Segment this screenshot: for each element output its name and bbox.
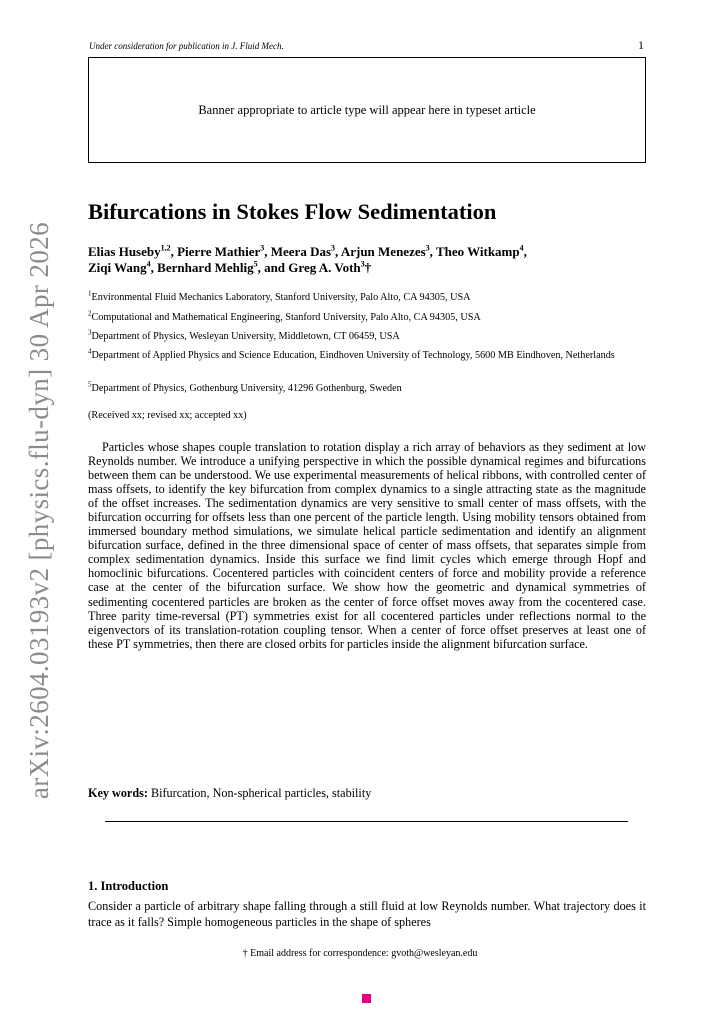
- keywords-text: Bifurcation, Non-spherical particles, stability: [150, 786, 372, 800]
- author: Bernhard Mehlig$^5$, and: [157, 259, 289, 275]
- received-dates: (Received xx; revised xx; accepted xx): [88, 410, 247, 421]
- abstract: Particles whose shapes couple translation to rotation display a rich array of behaviors as they sediment at low Reynolds number. We introduce a unifying perspective in which the possible dynamical regimes and bifurcations between them can be understood. We use experimental measurements of helical ribbons, with controlled center of mass offsets, to identify the key bifurcation from complex dynamics to a single attracting state as the magnitude of the offset increases. The sedimentation dynamics are very sensitive to small center of mass offsets, with the bifurcation occurring for offsets less than one percent of the particle length. Using mobility tensors obtained from immersed boundary method simulations, we simulate helical particle sedimentation and identify an alignment bifurcation surface, defined in the three dimensional space of center of mass offsets, that separates simple from complex sedimentation dynamics. Inside this surface we find limit cycles which emerge through Hopf and homoclinic bifurcations. Cocentered particles with coincident centers of force and mobility provide a reference case at the center of the bifurcation surface. We show how the geometric and dynamical symmetries of sedimenting cocentered particles are broken as the center of force offset moves away from the cocentered case. Three parity time-reversal (PT) symmetries exist for all cocentered particles under reflections normal to the eigenvectors of its translation-rotation coupling tensor. When a center of force offset preserves at least one of these PT symmetries, then there are closed orbits for particles inside the alignment bifurcation surface.: [88, 440, 646, 651]
- running-head: Under consideration for publication in J. Fluid Mech.: [89, 41, 284, 51]
- banner-text: Banner appropriate to article type will appear here in typeset article: [198, 102, 536, 117]
- affiliation: $^2$Computational and Mathematical Engineering, Stanford University, Palo Alto, CA 94305, USA: [88, 309, 481, 323]
- affiliation: $^1$Environmental Fluid Mechanics Laboratory, Stanford University, Palo Alto, CA 94305, USA: [88, 289, 471, 303]
- divider: [105, 821, 628, 822]
- intro-paragraph: Consider a particle of arbitrary shape falling through a still fluid at low Reynolds number. What trajectory does it trace as it falls? Simple homogeneous particles in the shape of spheres: [88, 899, 646, 929]
- author-list: [88, 244, 658, 276]
- page-number: 1: [638, 38, 644, 52]
- keywords: [88, 786, 371, 801]
- section-heading: 1. Introduction: [88, 879, 169, 893]
- affiliation: $^5$Department of Physics, Gothenburg University, 41296 Gothenburg, Sweden: [88, 380, 402, 394]
- arxiv-stamp-text: arXiv:2604.03193v2 [physics.flu-dyn] 30 Apr 2026: [24, 221, 55, 799]
- arxiv-stamp: [12, 200, 68, 820]
- author: Greg A. Voth$^3$†: [288, 259, 372, 275]
- affiliation: $^4$Department of Applied Physics and Science Education, Eindhoven University of Technology, 5600 MB Eindhoven, Netherlands: [88, 347, 615, 361]
- paper-title: Bifurcations in Stokes Flow Sedimentation: [88, 199, 497, 224]
- correspondence-footnote: † Email address for correspondence: gvoth@wesleyan.edu: [242, 948, 478, 959]
- author: Pierre Mathier$^3$,: [177, 243, 271, 259]
- author: Ziqi Wang$^4$,: [88, 259, 158, 275]
- page-marker: [362, 994, 371, 1003]
- article-banner: [88, 57, 646, 163]
- author: Theo Witkamp$^4$,: [435, 243, 527, 259]
- affiliation: $^3$Department of Physics, Wesleyan University, Middletown, CT 06459, USA: [88, 328, 400, 342]
- author: Elias Huseby$^{1,2}$,: [88, 243, 178, 259]
- keywords-label: Key words:: [88, 786, 148, 800]
- author: Arjun Menezes$^3$,: [340, 243, 436, 259]
- author: Meera Das$^3$,: [270, 243, 341, 259]
